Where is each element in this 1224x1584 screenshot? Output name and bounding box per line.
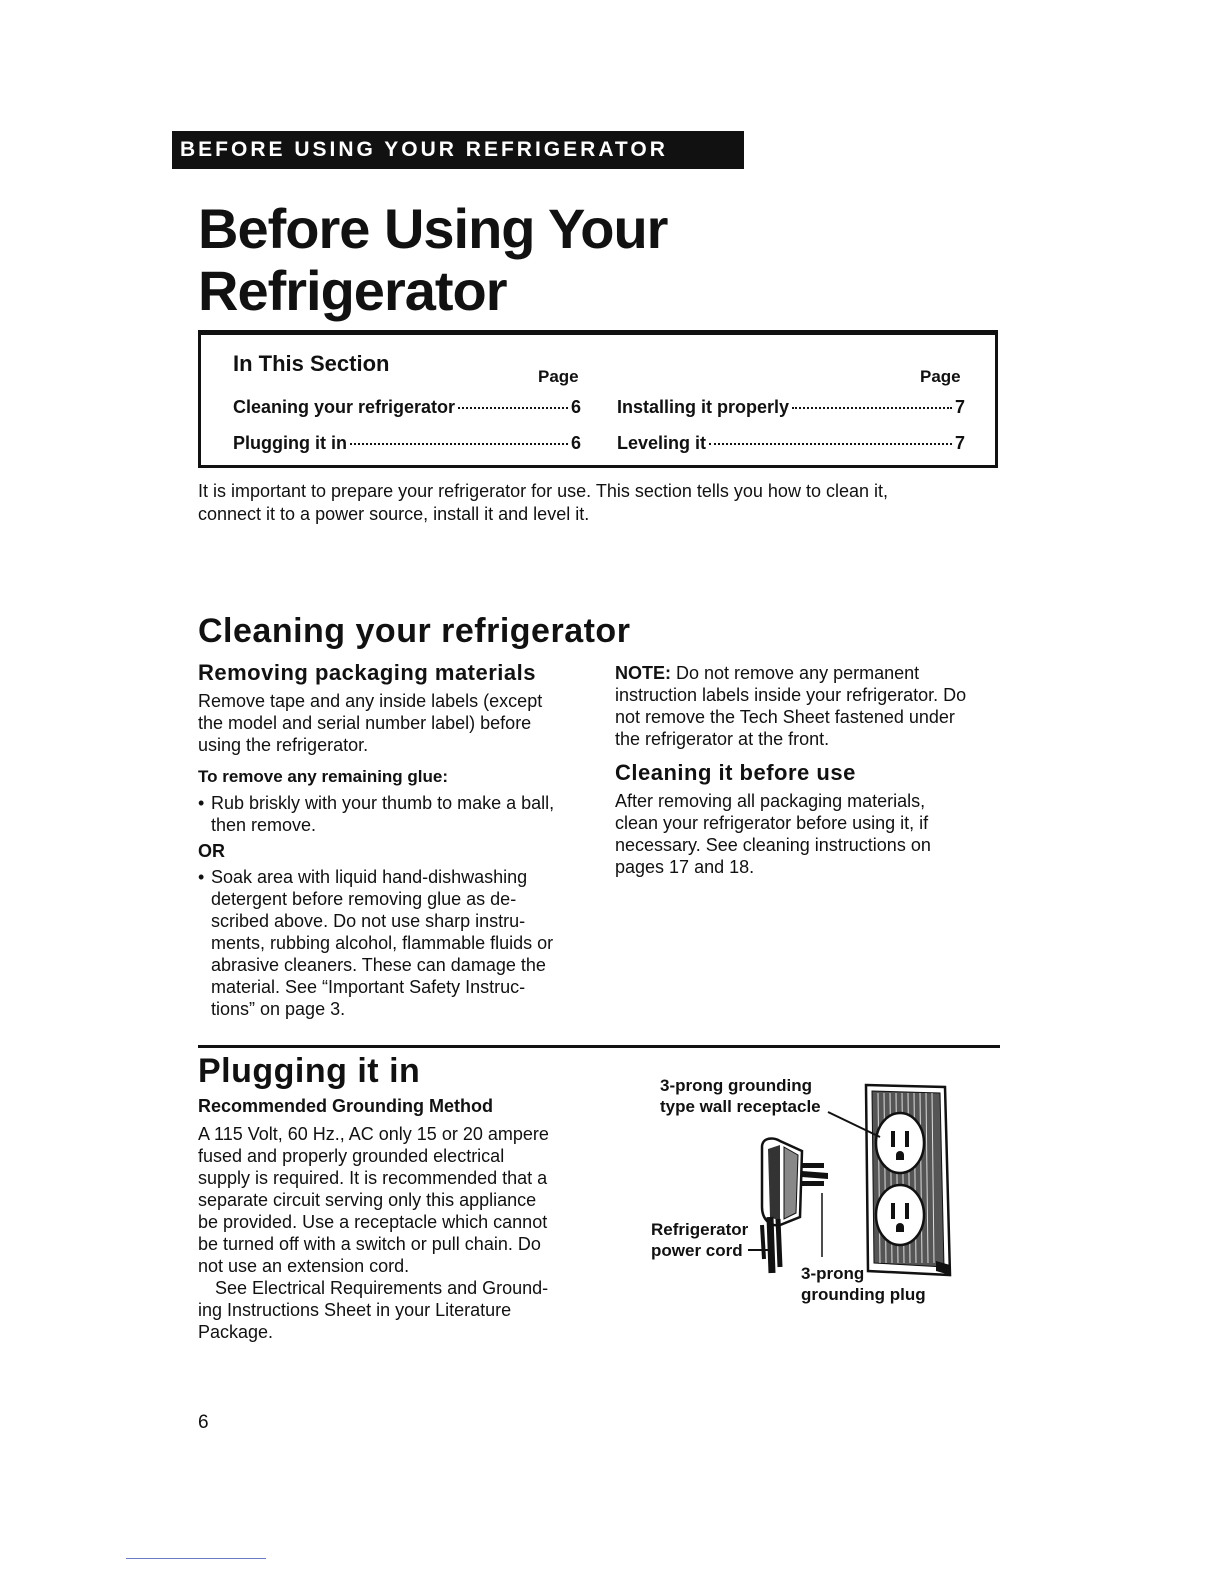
toc-entry-label: Cleaning your refrigerator [233, 397, 456, 417]
title-line-2: Refrigerator [198, 259, 507, 322]
footer-rule [126, 1558, 266, 1559]
wall-receptacle-icon [866, 1085, 950, 1275]
toc-entry[interactable] [617, 433, 965, 454]
section-divider [198, 1045, 1000, 1048]
note-column [615, 662, 1005, 878]
grounding-plug-icon [762, 1139, 828, 1226]
text-line: See Electrical Requirements and Ground- [215, 1278, 549, 1298]
toc-leader [458, 407, 568, 409]
removing-paragraph [198, 690, 588, 756]
text-line: ing Instructions Sheet in your Literature [198, 1300, 512, 1320]
toc-entry-page: 6 [570, 397, 581, 417]
grounding-paragraph [198, 1123, 588, 1343]
or-label: OR [198, 841, 225, 861]
text-line: necessary. See cleaning instructions on [615, 835, 931, 855]
text-line: scribed above. Do not use sharp instru- [211, 911, 526, 931]
text-line: separate circuit serving only this appliance [198, 1190, 537, 1210]
text-line: 3-prong [801, 1264, 865, 1283]
text-line: then remove. [211, 815, 317, 835]
cleaning-heading: Cleaning your refrigerator [198, 612, 631, 650]
glue-heading: To remove any remaining glue: [198, 767, 449, 786]
intro-paragraph [198, 480, 958, 526]
plugging-column [198, 1095, 588, 1343]
glue-bullet-soak [198, 866, 588, 1020]
text-line: 3-prong grounding [660, 1076, 813, 1095]
text-line [615, 662, 1005, 684]
toc-entry-page: 7 [954, 397, 965, 417]
text-line: the model and serial number label) before [198, 713, 532, 733]
text-line: using the refrigerator. [198, 735, 369, 755]
text-line: be turned off with a switch or pull chain. Do [198, 1234, 541, 1254]
text-line: • Soak area with liquid hand-dishwashing [211, 867, 528, 887]
note-paragraph [615, 662, 1005, 750]
text-line: tions” on page 3. [211, 999, 346, 1019]
text-line: Refrigerator [651, 1220, 749, 1239]
text-line: instruction labels inside your refrigerator. Do [615, 685, 967, 705]
toc-entry[interactable] [233, 397, 581, 418]
text-line: fused and properly grounded electrical [198, 1146, 505, 1166]
text-line: Package. [198, 1322, 274, 1342]
text-line: pages 17 and 18. [615, 857, 755, 877]
text-line: • Rub briskly with your thumb to make a ball, [211, 793, 555, 813]
page-number: 6 [198, 1412, 209, 1433]
toc-leader [350, 443, 568, 445]
note-first-text: Do not remove any permanent [671, 663, 920, 683]
toc-page-label-right: Page [920, 367, 961, 386]
plug-receptacle-illustration [740, 1075, 960, 1285]
toc-entry-page: 6 [570, 433, 581, 453]
toc-entry[interactable] [617, 397, 965, 418]
toc-page-label-left: Page [538, 367, 579, 386]
text-line: abrasive cleaners. These can damage the [211, 955, 546, 975]
text-line: detergent before removing glue as de- [211, 889, 517, 909]
grounding-method-heading: Recommended Grounding Method [198, 1096, 493, 1116]
page-title [198, 198, 667, 322]
cleaning-before-use-heading: Cleaning it before use [615, 760, 856, 785]
text-line: grounding plug [801, 1285, 926, 1304]
in-this-section-box [198, 330, 998, 468]
intro-line: It is important to prepare your refrigerator for use. This section tells you how to clean it, [198, 481, 888, 501]
toc-entry[interactable] [233, 433, 581, 454]
text-line: power cord [651, 1241, 743, 1260]
before-use-paragraph [615, 790, 1005, 878]
toc-heading: In This Section [233, 351, 390, 376]
text-line: ments, rubbing alcohol, flammable fluids or [211, 933, 554, 953]
toc-leader [792, 407, 952, 409]
power-cord-icon [762, 1217, 780, 1273]
plugging-heading: Plugging it in [198, 1052, 421, 1090]
intro-line: connect it to a power source, install it and level it. [198, 504, 590, 524]
toc-leader [709, 443, 952, 445]
toc-entry-label: Plugging it in [233, 433, 347, 453]
text-line: be provided. Use a receptacle which cannot [198, 1212, 548, 1232]
toc-entry-label: Installing it properly [617, 397, 790, 417]
text-line: type wall receptacle [660, 1097, 821, 1116]
glue-bullet-rub [198, 792, 588, 836]
note-label: NOTE: [615, 663, 671, 683]
text-line: not remove the Tech Sheet fastened under [615, 707, 955, 727]
text-line: the refrigerator at the front. [615, 729, 830, 749]
text-line: material. See “Important Safety Instruc- [211, 977, 526, 997]
removing-packaging-column [198, 660, 588, 1020]
text-line: Remove tape and any inside labels (except [198, 691, 543, 711]
removing-heading: Removing packaging materials [198, 660, 536, 685]
text-line: clean your refrigerator before using it, if [615, 813, 929, 833]
toc-entry-page: 7 [954, 433, 965, 453]
power-cord-label [651, 1219, 748, 1261]
section-banner: BEFORE USING YOUR REFRIGERATOR [172, 131, 744, 169]
text-line: A 115 Volt, 60 Hz., AC only 15 or 20 ampere [198, 1124, 549, 1144]
text-line: supply is required. It is recommended that a [198, 1168, 548, 1188]
text-line: After removing all packaging materials, [615, 791, 926, 811]
text-line: not use an extension cord. [198, 1256, 410, 1276]
title-line-1: Before Using Your [198, 197, 668, 260]
toc-entry-label: Leveling it [617, 433, 707, 453]
